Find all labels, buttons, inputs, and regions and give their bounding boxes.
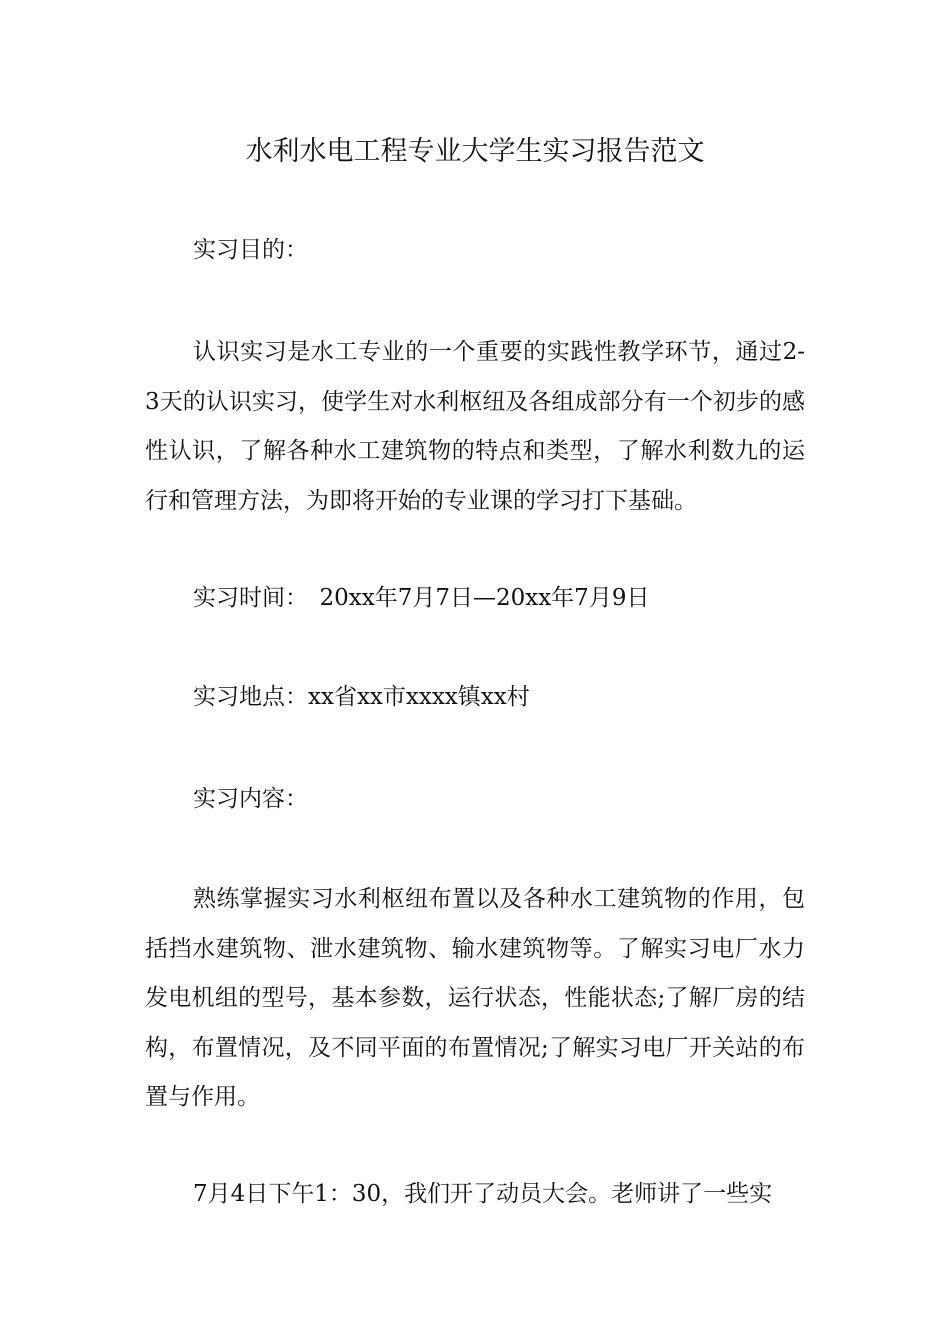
paragraph-mobilization: 7月4日下午1：30，我们开了动员大会。老师讲了一些实	[193, 1181, 773, 1207]
section-label-purpose: 实习目的：	[193, 237, 308, 263]
document-title: 水利水电工程专业大学生实习报告范文	[245, 136, 705, 167]
paragraph-location: 实习地点：xx省xx市xxxx镇xx村	[193, 684, 530, 710]
section-label-content: 实习内容：	[193, 786, 308, 812]
paragraph-content: 熟练掌握实习水利枢纽布置以及各种水工建筑物的作用，包括挡水建筑物、泄水建筑物、输水建筑物等。了解实习电厂水力发电机组的型号，基本参数，运行状态，性能状态;了解厂房的结构，布置情况，及不同平面的布置情况;了解实习电厂开关站的布置与作用。	[145, 886, 805, 1110]
paragraph-purpose: 认识实习是水工专业的一个重要的实践性教学环节，通过2-3天的认识实习，使学生对水利枢纽及各组成部分有一个初步的感性认识，了解各种水工建筑物的特点和类型，了解水利数九的运行和管理方法，为即将开始的专业课的学习打下基础。	[145, 339, 805, 514]
paragraph-time: 实习时间： 20xx年7月7日—20xx年7月9日	[193, 585, 650, 611]
